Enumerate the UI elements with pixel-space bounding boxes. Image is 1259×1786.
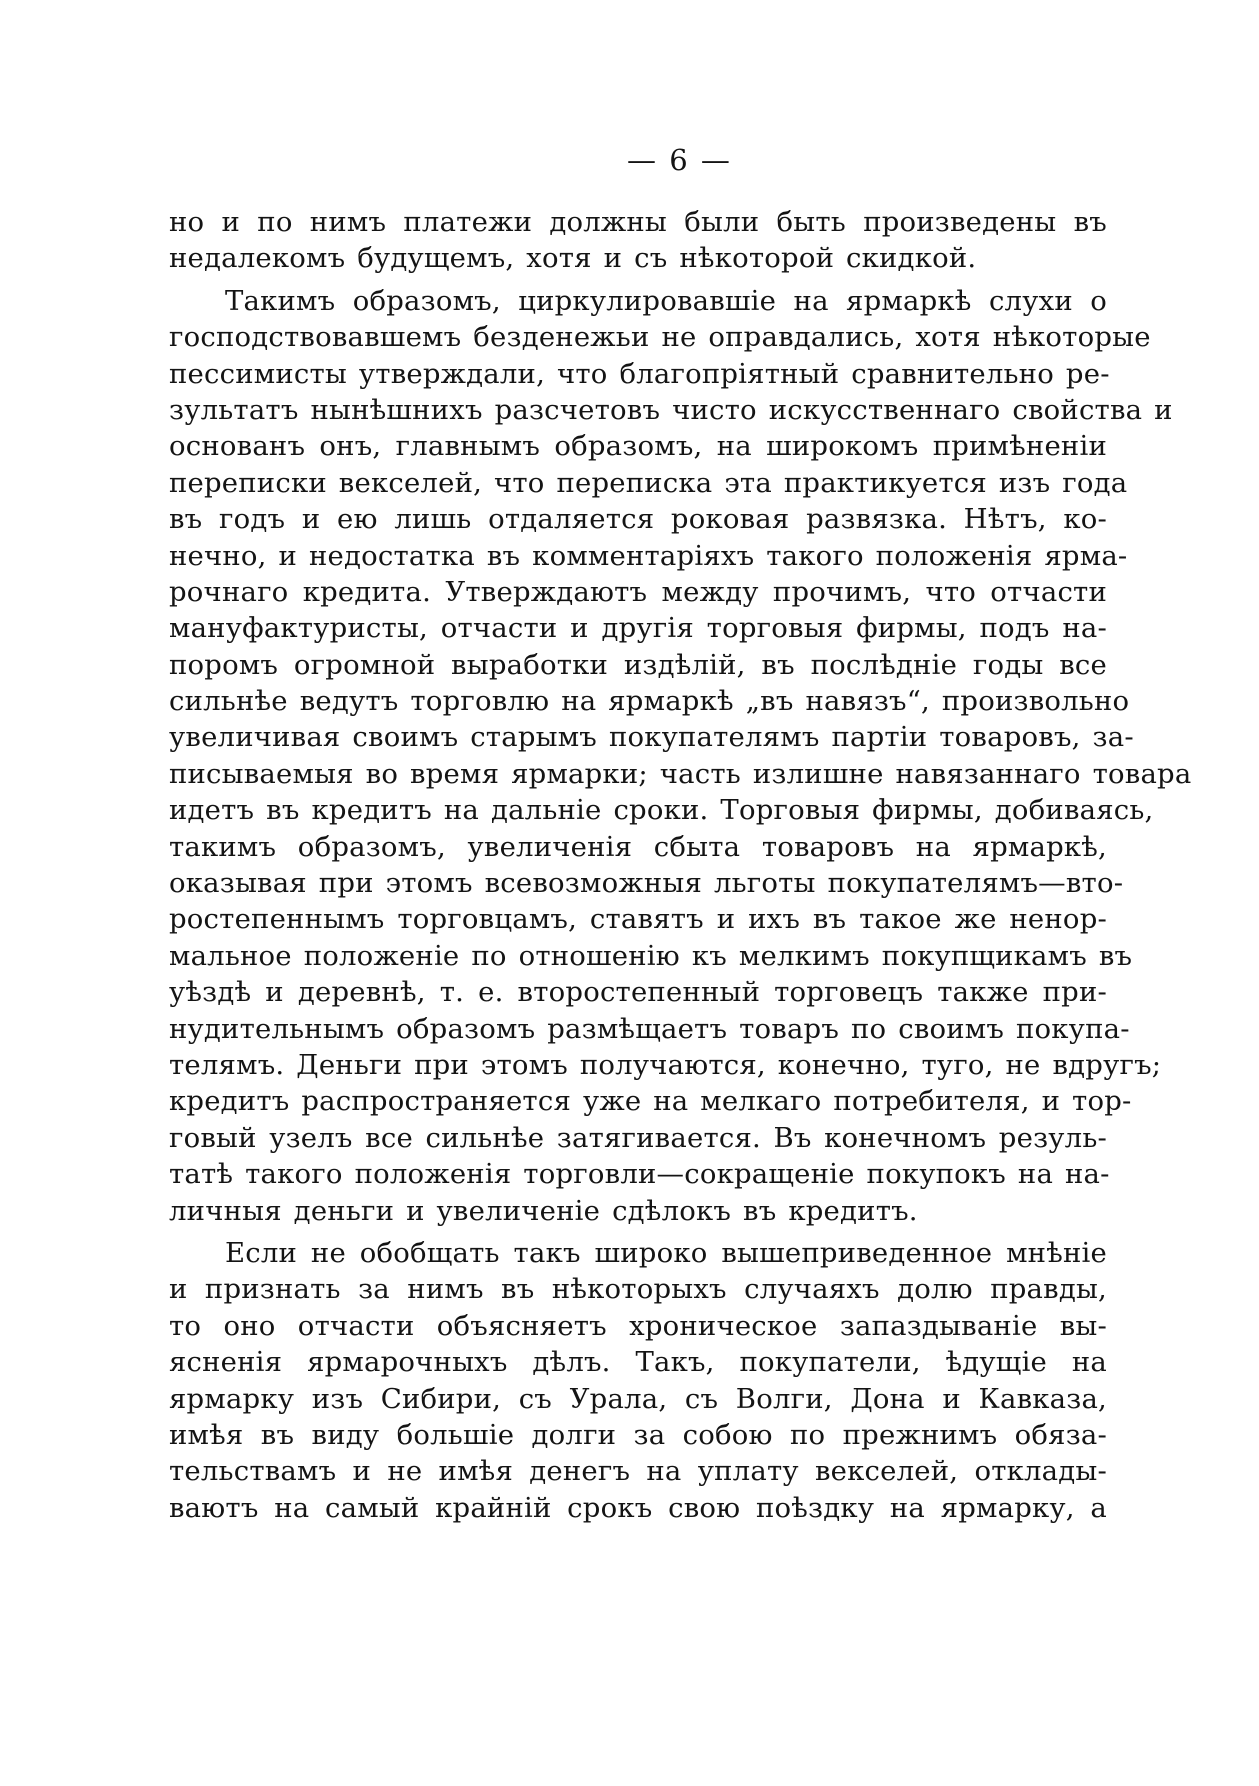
text-line: ростепеннымъ торговцамъ, ставятъ и ихъ въ такое же ненор- bbox=[169, 903, 1107, 936]
text-line: недалекомъ будущемъ, хотя и съ нѣкоторой скидкой. bbox=[169, 242, 977, 275]
text-line: ваютъ на самый крайній срокъ свою поѣздку на ярмарку, а bbox=[169, 1491, 1107, 1524]
text-line: татѣ такого положенія торговли—сокращеніе покупокъ на на- bbox=[169, 1158, 1110, 1191]
text-line: сильнѣе ведутъ торговлю на ярмаркѣ „въ навязъ“, произвольно bbox=[169, 685, 1130, 718]
text-line: то оно отчасти объясняетъ хроническое запаздываніе вы- bbox=[169, 1309, 1107, 1342]
text-line: зультатъ нынѣшнихъ разсчетовъ чисто искусственнаго свойства и bbox=[169, 393, 1173, 426]
text-line: увеличивая своимъ старымъ покупателямъ партіи товаровъ, за- bbox=[169, 721, 1134, 754]
text-line: писываемыя во время ярмарки; часть излишне навязаннаго товара bbox=[169, 757, 1192, 790]
text-line: такимъ образомъ, увеличенія сбыта товаровъ на ярмаркѣ, bbox=[169, 830, 1107, 863]
text-line: въ годъ и ею лишь отдаляется роковая развязка. Нѣтъ, ко- bbox=[169, 503, 1107, 536]
text-line: тельствамъ и не имѣя денегъ на уплату векселей, отклады- bbox=[169, 1455, 1107, 1488]
text-line: личныя деньги и увеличеніе сдѣлокъ въ кредитъ. bbox=[169, 1194, 918, 1227]
text-line: идетъ въ кредитъ на дальніе сроки. Торговыя фирмы, добиваясь, bbox=[169, 794, 1154, 827]
text-line: но и по нимъ платежи должны были быть произведены въ bbox=[169, 206, 1107, 238]
text-line: основанъ онъ, главнымъ образомъ, на широкомъ примѣненіи bbox=[169, 430, 1107, 463]
paragraph-first-line: Если не обобщать такъ широко вышеприведенное мнѣніе bbox=[225, 1236, 1107, 1269]
text-line: господствовавшемъ безденежьи не оправдались, хотя нѣкоторые bbox=[169, 321, 1151, 354]
text-line: оказывая при этомъ всевозможныя льготы покупателямъ—вто- bbox=[169, 867, 1124, 900]
text-line: мануфактуристы, отчасти и другія торговыя фирмы, подъ на- bbox=[169, 612, 1107, 645]
text-line: ясненія ярмарочныхъ дѣлъ. Такъ, покупатели, ѣдущіе на bbox=[169, 1346, 1107, 1379]
text-line: говый узелъ все сильнѣе затягивается. Въ конечномъ резуль- bbox=[169, 1121, 1107, 1154]
body-text bbox=[169, 204, 1192, 1526]
text-line: мальное положеніе по отношенію къ мелкимъ покупщикамъ въ bbox=[169, 939, 1133, 972]
text-line: нечно, и недостатка въ комментаріяхъ такого положенія ярма- bbox=[169, 539, 1128, 572]
text-line: кредитъ распространяется уже на мелкаго потребителя, и тор- bbox=[169, 1085, 1132, 1118]
text-line: ярмарку изъ Сибири, съ Урала, съ Волги, Дона и Кавказа, bbox=[169, 1382, 1107, 1415]
paragraph-first-line: Такимъ образомъ, циркулировавшіе на ярмаркѣ слухи о bbox=[225, 284, 1107, 317]
text-line: поромъ огромной выработки издѣлій, въ послѣдніе годы все bbox=[169, 648, 1107, 681]
text-line: уѣздѣ и деревнѣ, т. е. второстепенный торговецъ также при- bbox=[169, 976, 1107, 1009]
text-line: телямъ. Деньги при этомъ получаются, конечно, туго, не вдругъ; bbox=[169, 1048, 1162, 1081]
text-line: рочнаго кредита. Утверждаютъ между прочимъ, что отчасти bbox=[169, 575, 1107, 608]
text-line: нудительнымъ образомъ размѣщаетъ товаръ по своимъ покупа- bbox=[169, 1012, 1130, 1045]
text-line: и признать за нимъ въ нѣкоторыхъ случаяхъ долю правды, bbox=[169, 1273, 1107, 1306]
text-line: пессимисты утверждали, что благопріятный сравнительно ре- bbox=[169, 357, 1110, 390]
text-line: переписки векселей, что переписка эта практикуется изъ года bbox=[169, 466, 1128, 499]
page-number: — 6 — bbox=[627, 143, 732, 177]
text-line: имѣя въ виду большіе долги за собою по прежнимъ обяза- bbox=[169, 1418, 1107, 1451]
